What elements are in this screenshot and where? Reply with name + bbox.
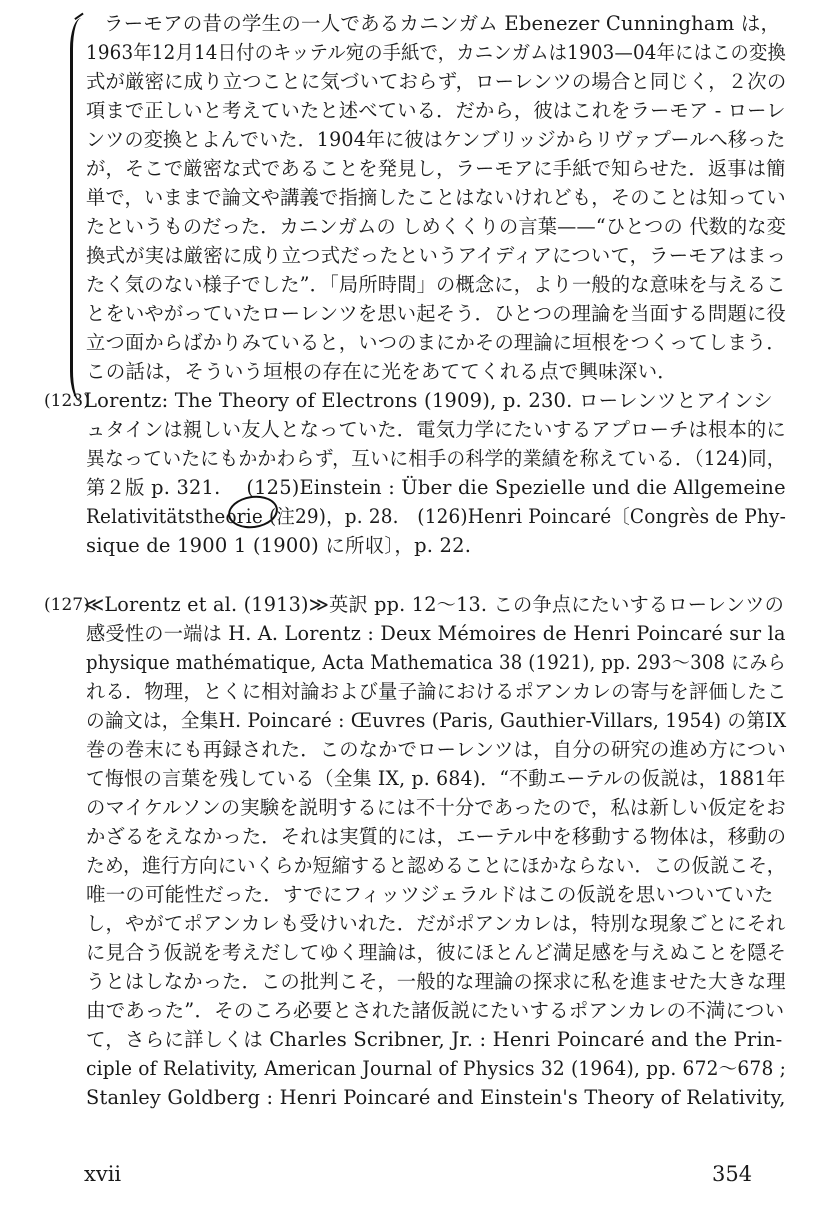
text-line: ンツの変換とよんでいた．1904年に彼はケンブリッジからリヴァプールへ移った (86, 128, 786, 151)
text-line: れる．物理，とくに相対論および量子論におけるポアンカレの寄与を評価したこ (86, 680, 787, 703)
text-line: 第２版 p. 321. (125)Einstein : Über die Spezielle und die Allgemeine (86, 476, 786, 499)
text-line: て，さらに詳しくは Charles Scribner, Jr. : Henri Poincaré and the Prin- (86, 1028, 783, 1051)
text-line: Lorentz: The Theory of Electrons (1909), p. 230. ローレンツとアインシ (84, 389, 773, 412)
text-line: この話は，そういう垣根の存在に光をあててくれる点で興味深い． (86, 360, 678, 383)
text-line: ため，進行方向にいくらか短縮すると認めることにほかならない．この仮説こそ， (86, 854, 786, 877)
text-line: sique de 1900 1 (1900) に所収〕，p. 22. (86, 534, 472, 557)
text-line: て悔恨の言葉を残している（全集 IX, p. 684)．“不動エーテルの仮説は，1881年 (86, 767, 786, 790)
text-line: 由であった”．そのころ必要とされた諸仮説にたいするポアンカレの不満につい (86, 999, 785, 1022)
text-line: 立つ面からばかりみていると，いつのまにかその理論に垣根をつくってしまう． (86, 331, 786, 354)
text-line: し，やがてポアンカレも受けいれた．だがポアンカレは，特別な現象ごとにそれ (86, 912, 786, 935)
text-line: 式が厳密に成り立つことに気づいておらず，ローレンツの場合と同じく，２次の (86, 70, 787, 93)
text-line: Stanley Goldberg : Henri Poincaré and Einstein's Theory of Relativity, (86, 1086, 786, 1109)
text-line: うとはしなかった．この批判こそ，一般的な理論の探求に私を進ませた大きな理 (86, 970, 786, 993)
text-line: ュタインは親しい友人となっていた．電気力学にたいするアプローチは根本的に (86, 418, 786, 441)
note-number-123: (123) (44, 391, 90, 411)
text-line: たく気のない様子でした”．「局所時間」の概念に，より一般的な意味を与えるこ (86, 273, 786, 296)
text-line: が，そこで厳密な式であることを発見し，ラーモアに手紙で知らせた．返事は簡 (86, 157, 786, 180)
text-line: 感受性の一端は H. A. Lorentz : Deux Mémoires de Henri Poincaré sur la (86, 622, 786, 645)
note-number-127: (127) (44, 595, 90, 615)
text-line: 項まで正しいと考えていたと述べている．だから，彼はこれをラーモア - ローレ (86, 99, 786, 122)
text-line: 唯一の可能性だった．すでにフィッツジェラルドはこの仮説を思いついていた (86, 883, 774, 906)
text-line: physique mathématique, Acta Mathematica 38 (1921), pp. 293〜308 にみら (86, 651, 786, 674)
text-line: の論文は，全集H. Poincaré : Œuvres (Paris, Gauthier-Villars, 1954) の第IX (86, 709, 787, 732)
text-line: 単で，いままで論文や講義で指摘したことはないけれども，そのことは知ってい (86, 186, 786, 209)
text-line: ラーモアの昔の学生の一人であるカニンガム Ebenezer Cunningham は， (104, 12, 781, 35)
text-line: かざるをえなかった．それは実質的には，エーテル中を移動する物体は，移動の (86, 825, 787, 848)
text-line: 巻の巻末にも再録された．このなかでローレンツは，自分の研究の進め方につい (86, 738, 786, 761)
text-line: 異なっていたにもかかわらず，互いに相手の科学的業績を称えている．（124)同， (86, 447, 786, 470)
text-line: Relativitätstheorie (注29)，p. 28. (126)Henri Poincaré〔Congrès de Phy- (86, 505, 787, 528)
text-line: 換式が実は厳密に成り立つ式だったというアイディアについて，ラーモアはまっ (86, 244, 787, 267)
text-line: 1963年12月14日付のキッテル宛の手紙で，カニンガムは1903—04年にはこの変換 (86, 41, 787, 64)
text-line: のマイケルソンの実験を説明するには不十分であったので，私は新しい仮定をお (86, 796, 786, 819)
footer-page-number: 354 (712, 1162, 753, 1186)
text-line: たというものだった．カニンガムの しめくくりの言葉——“ひとつの 代数的な変 (86, 215, 787, 238)
text-line: ≪Lorentz et al. (1913)≫英訳 pp. 12〜13. この争点にたいするローレンツの (84, 593, 785, 616)
footer-roman-page: xvii (84, 1162, 122, 1186)
text-line: とをいやがっていたローレンツを思い起そう．ひとつの理論を当面する問題に役 (86, 302, 786, 325)
text-line: に見合う仮説を考えだしてゆく理論は，彼にほとんど満足感を与えぬことを隠そ (86, 941, 787, 964)
text-line: ciple of Relativity, American Journal of Physics 32 (1964), pp. 672〜678 ; (86, 1057, 787, 1080)
